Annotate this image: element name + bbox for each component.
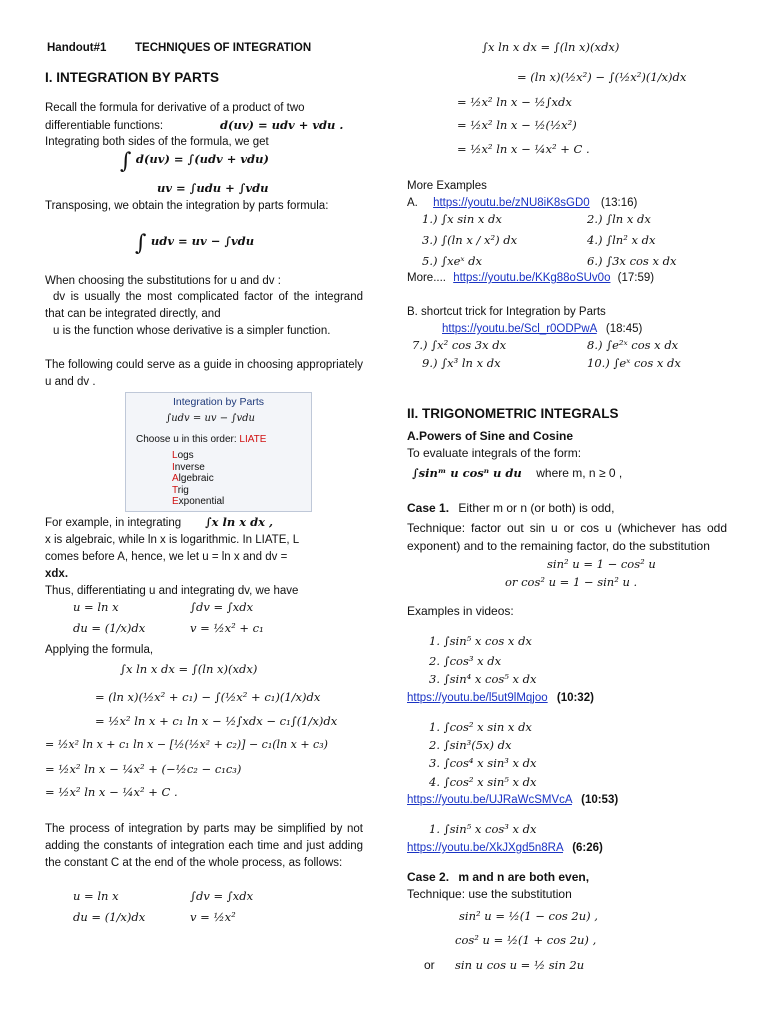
liate-item: Logs bbox=[172, 450, 194, 461]
handout-number: Handout#1 bbox=[47, 42, 107, 54]
integral-sign: ∫ bbox=[120, 149, 132, 174]
rt-work-line: = ½x² ln x − ¼x² + C . bbox=[457, 142, 590, 156]
sub1-dv: ∫dv = ∫xdx bbox=[190, 600, 254, 614]
sub2-dv: ∫dv = ∫xdx bbox=[190, 889, 254, 903]
problem-item: 1.) ∫x sin x dx bbox=[422, 212, 502, 226]
work-line: = ½x² ln x − ¼x² + C . bbox=[45, 785, 178, 799]
integral-sign: ∫ bbox=[135, 231, 147, 256]
liate-list bbox=[172, 450, 224, 508]
youtube-link-3[interactable]: https://youtu.be/XkJXgd5n8RA bbox=[407, 842, 563, 854]
problem-item: 8.) ∫e²ˣ cos x dx bbox=[587, 338, 679, 352]
liate-item: Trig bbox=[172, 484, 189, 496]
sub2-u: u = ln x bbox=[73, 889, 119, 903]
video-link-row-3: https://youtu.be/XkJXgd5n8RA (6:26) bbox=[407, 842, 603, 854]
video-link-row-2: https://youtu.be/UJRaWcSMVcA (10:53) bbox=[407, 794, 619, 806]
youtube-link-more[interactable]: https://youtu.be/KKg88oSUv0o bbox=[453, 272, 611, 284]
eq-integrate-both: ∫ d(uv) = ∫(udv + vdu) bbox=[120, 149, 269, 174]
ibp-formula: ∫ udv = uv − ∫vdu bbox=[135, 231, 255, 256]
applying-text: Applying the formula, bbox=[45, 644, 154, 656]
youtube-link-1[interactable]: https://youtu.be/l5ut9lMqjoo bbox=[407, 692, 548, 704]
more-examples-title: More Examples bbox=[407, 180, 487, 192]
youtube-link-a[interactable]: https://youtu.be/zNU8iK8sGD0 bbox=[433, 197, 590, 209]
handout-topic: TECHNIQUES OF INTEGRATION bbox=[135, 42, 312, 54]
case2-sub2: cos² u = ½(1 + cos 2u) , bbox=[455, 933, 597, 947]
recall-line2: differentiable functions: bbox=[45, 120, 164, 132]
video-example: 3. ∫cos⁴ x sin³ x dx bbox=[429, 756, 537, 770]
sub1-u: u = ln x bbox=[73, 600, 119, 614]
transposing-text: Transposing, we obtain the integration by parts formula: bbox=[45, 200, 329, 212]
liate-item: Algebraic bbox=[172, 473, 214, 485]
example-integral: ∫x ln x dx , bbox=[205, 515, 274, 529]
case1-sub1: sin² u = 1 − cos² u bbox=[547, 557, 656, 571]
problem-item: 7.) ∫x² cos 3x dx bbox=[412, 338, 507, 352]
sub2-v: v = ½x² bbox=[190, 910, 236, 924]
case2-heading: Case 2. m and n are both even, bbox=[407, 870, 590, 884]
problem-item: 3.) ∫(ln x / x²) dx bbox=[422, 233, 518, 247]
section2-subtitle: A.Powers of Sine and Cosine bbox=[407, 429, 574, 443]
rt-work-line: = ½x² ln x − ½(½x²) bbox=[457, 118, 577, 132]
more-link-row: More.... https://youtu.be/KKg88oSUv0o (17:59) bbox=[407, 272, 655, 284]
problem-item: 4.) ∫ln² x dx bbox=[587, 233, 656, 247]
problem-item: 9.) ∫x³ ln x dx bbox=[422, 356, 501, 370]
youtube-link-b[interactable]: https://youtu.be/Scl_r0ODPwA bbox=[442, 323, 597, 335]
liate-item: Inverse bbox=[172, 461, 205, 473]
dv-description: dv is usually the most complicated factor of the integrand that can be integrated directly, and bbox=[45, 291, 363, 320]
choosing-text: When choosing the substitutions for u and dv : bbox=[45, 275, 281, 287]
work-line: = ½x² ln x + c₁ ln x − [½(½x² + c₂)] − c₁(ln x + c₃) bbox=[45, 738, 328, 751]
problem-item: 5.) ∫xeˣ dx bbox=[422, 254, 482, 268]
video-example: 3. ∫sin⁴ x cos⁵ x dx bbox=[429, 672, 537, 686]
sub1-v: v = ½x² + c₁ bbox=[190, 621, 264, 635]
liate-box-formula: ∫udv = uv − ∫vdu bbox=[166, 413, 255, 424]
rt-work-line: = ½x² ln x − ½∫xdx bbox=[457, 95, 572, 109]
eq-uv: uv = ∫udu + ∫vdu bbox=[157, 181, 269, 195]
video-link-row-1: https://youtu.be/l5ut9lMqjoo (10:32) bbox=[407, 692, 594, 704]
video-example: 1. ∫cos² x sin x dx bbox=[429, 720, 532, 734]
example-line3: comes before A, hence, we let u = ln x and dv = bbox=[45, 551, 288, 563]
liate-item: Exponential bbox=[172, 496, 225, 508]
rt-work-line: = (ln x)(½x²) − ∫(½x²)(1/x)dx bbox=[517, 70, 687, 84]
sub1-du: du = (1/x)dx bbox=[73, 621, 146, 635]
work-line: = ½x² ln x + c₁ ln x − ½∫xdx − c₁∫(1/x)dx bbox=[95, 714, 338, 728]
video-example: 1. ∫sin⁵ x cos³ x dx bbox=[429, 822, 537, 836]
example-line4: xdx. bbox=[45, 568, 69, 580]
case1-heading: Case 1. Either m or n (or both) is odd, bbox=[407, 501, 615, 515]
work-line: = ½x² ln x − ¼x² + (−½c₂ − c₁c₃) bbox=[45, 762, 242, 776]
liate-choose: Choose u in this order: LIATE bbox=[136, 434, 267, 445]
sub2-du: du = (1/x)dx bbox=[73, 910, 146, 924]
product-rule: d(uv) = udv + vdu . bbox=[220, 118, 344, 132]
video-example: 2. ∫sin³(5x) dx bbox=[429, 738, 512, 752]
example-a: A. https://youtu.be/zNU8iK8sGD0 (13:16) bbox=[407, 197, 638, 209]
section1-title: I. INTEGRATION BY PARTS bbox=[45, 70, 220, 85]
case2-technique: Technique: use the substitution bbox=[407, 887, 572, 901]
video-example: 2. ∫cos³ x dx bbox=[429, 654, 502, 668]
case2-sub1: sin² u = ½(1 − cos 2u) , bbox=[459, 909, 598, 923]
example-b-title: B. shortcut trick for Integration by Parts bbox=[407, 306, 606, 318]
evaluate-text: To evaluate integrals of the form: bbox=[407, 446, 582, 460]
case2-sub3: sin u cos u = ½ sin 2u bbox=[455, 958, 585, 972]
video-example: 4. ∫cos² x sin⁵ x dx bbox=[429, 775, 537, 789]
liate-acronym: LIATE bbox=[239, 434, 267, 445]
case1-sub2: or cos² u = 1 − sin² u . bbox=[505, 575, 638, 589]
integral-form: ∫sinᵐ u cosⁿ u du where m, n ≥ 0 , bbox=[412, 466, 623, 480]
problem-item: 2.) ∫ln x dx bbox=[587, 212, 651, 226]
guide-text: The following could serve as a guide in choosing appropriately u and dv . bbox=[45, 359, 363, 388]
problem-item: 10.) ∫eˣ cos x dx bbox=[587, 356, 681, 370]
work-line: ∫x ln x dx = ∫(ln x)(xdx) bbox=[120, 662, 258, 676]
work-line: = (ln x)(½x² + c₁) − ∫(½x² + c₁)(1/x)dx bbox=[95, 690, 321, 704]
case2-or: or bbox=[424, 958, 435, 972]
example-b-link-row: https://youtu.be/Scl_r0ODPwA (18:45) bbox=[442, 323, 643, 335]
problem-item: 6.) ∫3x cos x dx bbox=[587, 254, 677, 268]
examples-videos-label: Examples in videos: bbox=[407, 604, 514, 618]
example-line2: x is algebraic, while ln x is logarithmic. In LIATE, L bbox=[45, 534, 300, 546]
u-description: u is the function whose derivative is a simpler function. bbox=[53, 325, 331, 337]
youtube-link-2[interactable]: https://youtu.be/UJRaWcSMVcA bbox=[407, 794, 572, 806]
section2-title: II. TRIGONOMETRIC INTEGRALS bbox=[407, 406, 619, 421]
recall-line1: Recall the formula for derivative of a product of two bbox=[45, 102, 305, 114]
process-text: The process of integration by parts may be simplified by not adding the constants of integration each time and just adding the constant C at the end of the whole process, as follows: bbox=[45, 823, 363, 869]
video-example: 1. ∫sin⁵ x cos x dx bbox=[429, 634, 532, 648]
example-intro: For example, in integrating bbox=[45, 517, 182, 529]
rt-work-line: ∫x ln x dx = ∫(ln x)(xdx) bbox=[482, 40, 620, 54]
liate-box bbox=[125, 392, 312, 512]
integrating-text: Integrating both sides of the formula, we get bbox=[45, 136, 269, 148]
thus-text: Thus, differentiating u and integrating dv, we have bbox=[45, 585, 299, 597]
case1-technique: Technique: factor out sin u or cos u (whichever has odd exponent) and to the remaining factor, do the substitution bbox=[407, 521, 727, 553]
liate-box-title: Integration by Parts bbox=[172, 396, 265, 408]
